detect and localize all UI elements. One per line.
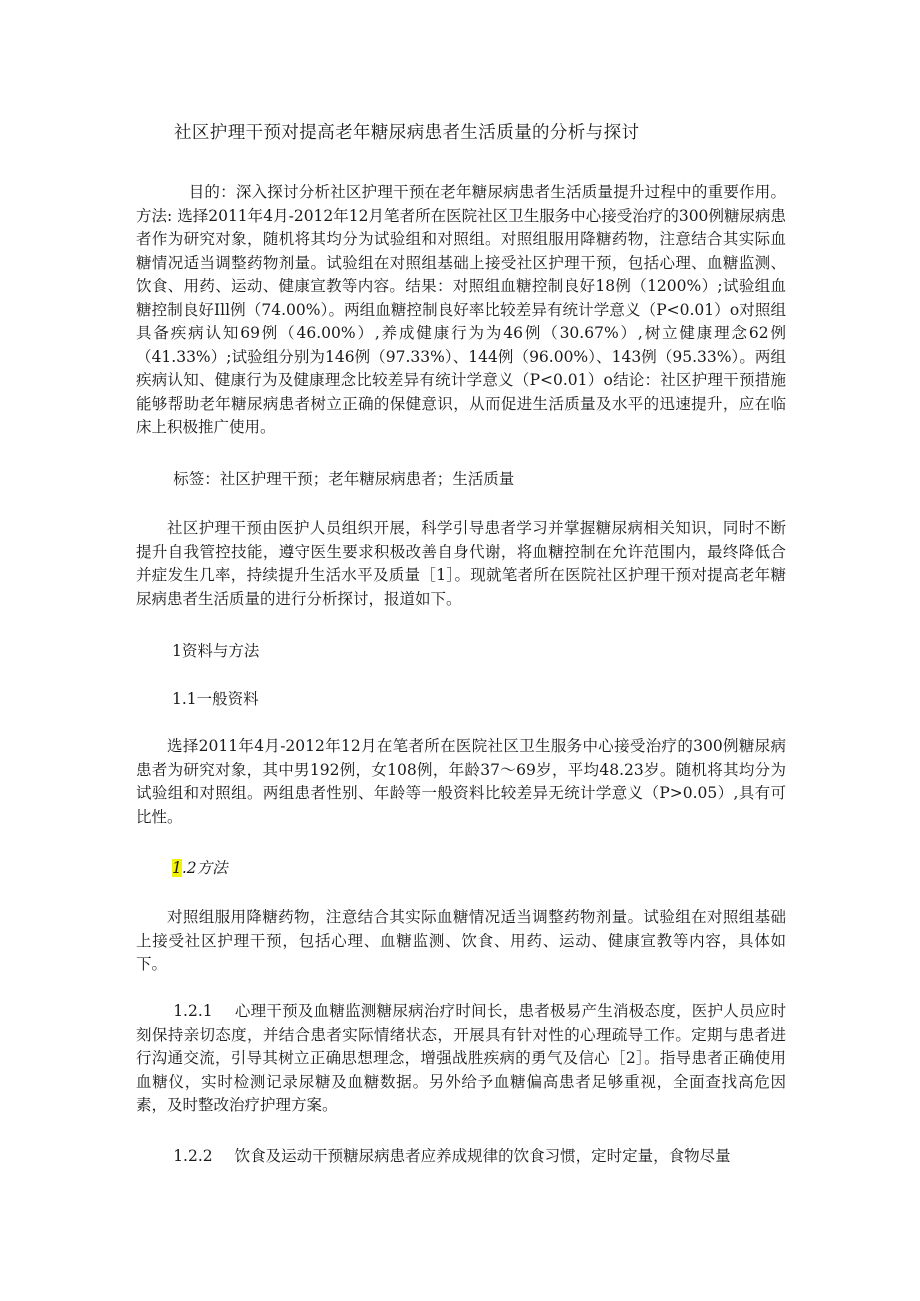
method-paragraph: 对照组服用降糖药物，注意结合其实际血糖情况适当调整药物剂量。试验组在对照组基础上接受社区护理干预，包括心理、血糖监测、饮食、用药、运动、健康宣教等内容，具体如下。 xyxy=(136,908,786,973)
intro-paragraph: 社区护理干预由医护人员组织开展，科学引导患者学习并掌握糖尿病相关知识，同时不断提升自我管控技能，遵守医生要求积极改善自身代谢，将血糖控制在允许范围内，最终降低合并症发生几率，持续提升生活水平及质量［1］。现就笔者所在医院社区护理干预对提高老年糖尿病患者生活质量的进行分析探讨，报道如下。 xyxy=(136,519,786,608)
method-1-2-1-paragraph xyxy=(136,1000,786,1118)
subsection-number-1-2-1: 1.2.1 xyxy=(173,1002,213,1020)
subsection-text-1-2-1: 心理干预及血糖监测糖尿病治疗时间长，患者极易产生消极态度，医护人员应时刻保持亲切态度，并结合患者实际情绪状态，开展具有针对性的心理疏导工作。定期与患者进行沟通交流，引导其树立正确思想理念，增强战胜疾病的勇气及信心［2］。指导患者正确使用血糖仪，实时检测记录尿糖及血糖数据。另外给予血糖偏高患者足够重视，全面查找高危因素，及时整改治疗护理方案。 xyxy=(136,1002,786,1114)
subsection-text-1-2-2: 饮食及运动干预糖尿病患者应养成规律的饮食习惯，定时定量，食物尽量 xyxy=(234,1147,731,1165)
section-heading-1-1: 1.1一般资料 xyxy=(172,690,259,708)
keywords-line: 标签：社区护理干预；老年糖尿病患者；生活质量 xyxy=(173,470,515,488)
subsection-number-1-2-2: 1.2.2 xyxy=(173,1147,213,1165)
section-heading-1-2 xyxy=(172,857,228,880)
section-heading-1: 1资料与方法 xyxy=(172,642,260,660)
general-data-paragraph: 选择2011年4月-2012年12月在笔者所在医院社区卫生服务中心接受治疗的300例糖尿病患者为研究对象，其中男192例，女108例，年龄37～69岁，平均48.23岁。随机将其均分为试验组和对照组。两组患者性别、年龄等一般资料比较差异无统计学意义（P>0.05）,具有可比性。 xyxy=(136,737,786,826)
section-heading-1-2-text: .2方法 xyxy=(181,859,228,877)
highlighted-number: 1 xyxy=(172,859,182,877)
document-title: 社区护理干预对提高老年糖尿病患者生活质量的分析与探讨 xyxy=(174,123,640,143)
abstract-paragraph: 目的：深入探讨分析社区护理干预在老年糖尿病患者生活质量提升过程中的重要作用。方法: 选择2011年4月-2012年12月笔者所在医院社区卫生服务中心接受治疗的300例糖尿病患者作为研究对象，随机将其均分为试验组和对照组。对照组服用降糖药物，注意结合其实际血糖情况适当调整药物剂量。试验组在对照组基础上接受社区护理干预，包括心理、血糖监测、饮食、用药、运动、健康宣教等内容。结果：对照组血糖控制良好18例（1200%）;试验组血糖控制良好Ill例（74.00%）。两组血糖控制良好率比较差异有统计学意义（P<0.01）o对照组具备疾病认知69例（46.00%）,养成健康行为为46例（30.67%）,树立健康理念62例（41.33%）;试验组分别为146例（97.33%）、144例（96.00%）、143例（95.33%）。两组疾病认知、健康行为及健康理念比较差异有统计学意义（P<0.01）o结论：社区护理干预措施能够帮助老年糖尿病患者树立正确的保健意识，从而促进生活质量及水平的迅速提升，应在临床上积极推广使用。 xyxy=(136,183,786,436)
method-1-2-2-paragraph xyxy=(136,1145,786,1169)
